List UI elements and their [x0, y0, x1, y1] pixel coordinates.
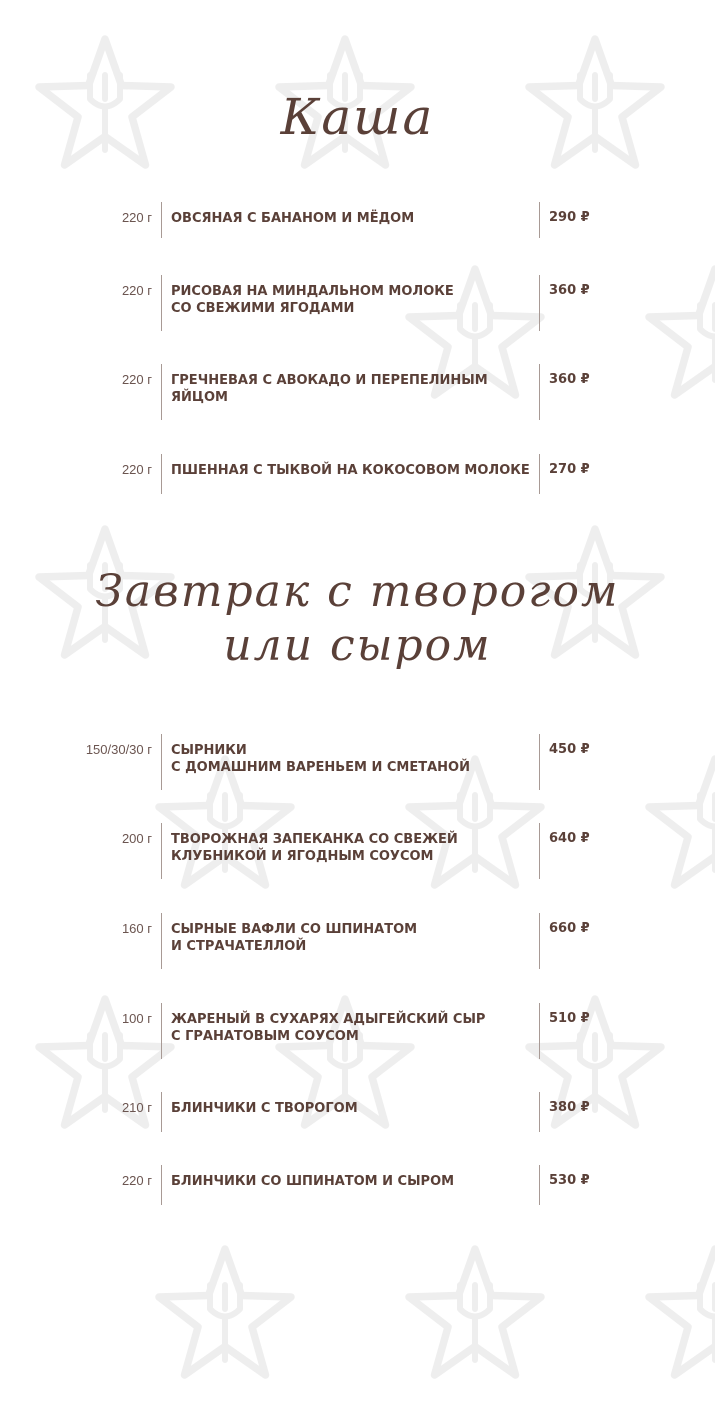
item-name: [171, 372, 533, 406]
item-name-line: ЯЙЦОМ: [171, 390, 228, 405]
divider-line: [161, 823, 162, 879]
item-name-line: С ГРАНАТОВЫМ СОУСОМ: [171, 1029, 359, 1044]
item-name-line: ПШЕННАЯ С ТЫКВОЙ НА КОКОСОВОМ МОЛОКЕ: [171, 463, 530, 478]
item-name: [171, 1011, 533, 1045]
divider-line: [161, 1003, 162, 1059]
item-name-line: СО СВЕЖИМИ ЯГОДАМИ: [171, 301, 355, 316]
divider-line: [539, 275, 540, 331]
divider-line: [161, 454, 162, 494]
restaurant-guru-star-fork-icon: [640, 750, 715, 900]
item-name: [171, 283, 533, 317]
divider-line: [161, 364, 162, 420]
item-price: 270 ₽: [549, 462, 590, 477]
item-weight: 200 г: [121, 831, 152, 846]
restaurant-guru-watermark: [520, 990, 670, 1140]
item-name-line: СЫРНИКИ: [171, 743, 247, 758]
divider-line: [539, 1165, 540, 1205]
item-name-line: ЖАРЕНЫЙ В СУХАРЯХ АДЫГЕЙСКИЙ СЫР: [171, 1012, 486, 1027]
item-price: 380 ₽: [549, 1100, 590, 1115]
restaurant-guru-watermark: [150, 1240, 300, 1390]
divider-line: [161, 1165, 162, 1205]
item-weight: 220 г: [121, 372, 152, 387]
item-name: [171, 462, 533, 479]
restaurant-guru-watermark: [640, 1240, 715, 1390]
divider-line: [539, 1092, 540, 1132]
item-name-line: РИСОВАЯ НА МИНДАЛЬНОМ МОЛОКЕ: [171, 284, 454, 299]
divider-line: [539, 364, 540, 420]
item-name: [171, 1173, 533, 1190]
restaurant-guru-star-fork-icon: [150, 1240, 300, 1390]
section-title-porridge: [0, 88, 715, 146]
item-weight: 220 г: [121, 462, 152, 477]
item-name-line: КЛУБНИКОЙ И ЯГОДНЫМ СОУСОМ: [171, 849, 434, 864]
item-name-line: И СТРАЧАТЕЛЛОЙ: [171, 939, 307, 954]
item-name-line: СЫРНЫЕ ВАФЛИ СО ШПИНАТОМ: [171, 922, 418, 937]
restaurant-guru-star-fork-icon: [520, 990, 670, 1140]
section-title-breakfast: [0, 565, 715, 673]
restaurant-guru-watermark: [400, 1240, 550, 1390]
divider-line: [161, 913, 162, 969]
item-weight: 150/30/30 г: [85, 742, 152, 757]
section-title-line: или сыром: [223, 620, 492, 671]
item-weight: 210 г: [121, 1100, 152, 1115]
item-weight: 100 г: [121, 1011, 152, 1026]
item-price: 510 ₽: [549, 1011, 590, 1026]
item-name: [171, 1100, 533, 1117]
item-name-line: ТВОРОЖНАЯ ЗАПЕКАНКА СО СВЕЖЕЙ: [171, 832, 458, 847]
divider-line: [161, 202, 162, 238]
restaurant-guru-watermark: [640, 750, 715, 900]
item-name-line: БЛИНЧИКИ С ТВОРОГОМ: [171, 1101, 358, 1116]
item-price: 290 ₽: [549, 210, 590, 225]
divider-line: [539, 454, 540, 494]
section-title-line: Завтрак с творогом: [95, 566, 620, 617]
item-weight: 220 г: [121, 1173, 152, 1188]
restaurant-guru-watermark: [640, 260, 715, 410]
item-name-line: ОВСЯНАЯ С БАНАНОМ И МЁДОМ: [171, 211, 415, 226]
item-weight: 220 г: [121, 210, 152, 225]
item-name-line: ГРЕЧНЕВАЯ С АВОКАДО И ПЕРЕПЕЛИНЫМ: [171, 373, 488, 388]
section-title-line: Каша: [280, 88, 435, 146]
divider-line: [161, 275, 162, 331]
divider-line: [161, 1092, 162, 1132]
restaurant-guru-star-fork-icon: [640, 260, 715, 410]
divider-line: [539, 823, 540, 879]
item-weight: 160 г: [121, 921, 152, 936]
item-name-line: БЛИНЧИКИ СО ШПИНАТОМ И СЫРОМ: [171, 1174, 455, 1189]
item-name: [171, 742, 533, 776]
item-price: 530 ₽: [549, 1173, 590, 1188]
item-price: 640 ₽: [549, 831, 590, 846]
item-name-line: С ДОМАШНИМ ВАРЕНЬЕМ И СМЕТАНОЙ: [171, 760, 470, 775]
item-price: 450 ₽: [549, 742, 590, 757]
divider-line: [539, 1003, 540, 1059]
restaurant-guru-star-fork-icon: [400, 1240, 550, 1390]
divider-line: [539, 913, 540, 969]
item-weight: 220 г: [121, 283, 152, 298]
item-name: [171, 921, 533, 955]
item-price: 360 ₽: [549, 283, 590, 298]
item-name: [171, 831, 533, 865]
item-name: [171, 210, 533, 227]
item-price: 360 ₽: [549, 372, 590, 387]
item-price: 660 ₽: [549, 921, 590, 936]
restaurant-guru-star-fork-icon: [640, 1240, 715, 1390]
divider-line: [539, 734, 540, 790]
divider-line: [161, 734, 162, 790]
divider-line: [539, 202, 540, 238]
restaurant-guru-watermark: [30, 990, 180, 1140]
restaurant-guru-star-fork-icon: [30, 990, 180, 1140]
